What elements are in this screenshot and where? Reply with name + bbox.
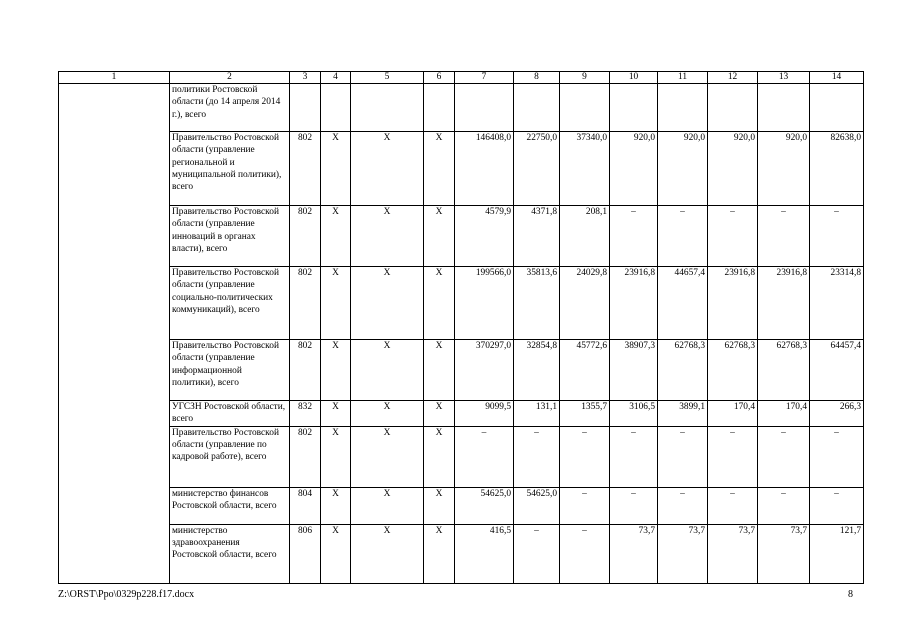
cell [351, 84, 424, 132]
cell: X [424, 206, 455, 267]
table-row [59, 84, 864, 132]
cell: 4371,8 [514, 206, 560, 267]
column-number-row [59, 72, 864, 84]
cell: X [424, 524, 455, 583]
cell: 802 [290, 426, 321, 487]
cell: – [610, 426, 658, 487]
cell: – [708, 487, 758, 524]
cell [560, 84, 610, 132]
cell: – [514, 426, 560, 487]
cell [514, 84, 560, 132]
cell: 802 [290, 340, 321, 401]
cell: 802 [290, 206, 321, 267]
cell: X [321, 340, 351, 401]
cell: 54625,0 [514, 487, 560, 524]
column-number: 1 [59, 72, 170, 84]
table-row [59, 340, 864, 401]
cell: 22750,0 [514, 132, 560, 206]
cell: X [351, 267, 424, 340]
cell: 38907,3 [610, 340, 658, 401]
column-number: 12 [708, 72, 758, 84]
cell: 23916,8 [610, 267, 658, 340]
row-name: политики Ростовской области (до 14 апреля 2014 г.), всего [170, 84, 290, 132]
cell: 23916,8 [708, 267, 758, 340]
cell: 3899,1 [658, 401, 708, 427]
cell: 208,1 [560, 206, 610, 267]
row-name: Правительство Ростовской области (управление социально-политических коммуникаций), всего [170, 267, 290, 340]
cell: X [424, 340, 455, 401]
cell: 146408,0 [455, 132, 514, 206]
cell [708, 84, 758, 132]
cell: 73,7 [610, 524, 658, 583]
row-name: Правительство Ростовской области (управление инноваций в органах власти), всего [170, 206, 290, 267]
cell: 9099,5 [455, 401, 514, 427]
cell: 73,7 [708, 524, 758, 583]
cell: 170,4 [708, 401, 758, 427]
cell: 54625,0 [455, 487, 514, 524]
cell: 32854,8 [514, 340, 560, 401]
cell: 62768,3 [708, 340, 758, 401]
cell: X [351, 340, 424, 401]
cell: X [424, 426, 455, 487]
row-name: Правительство Ростовской области (управление региональной и муниципальной политики), всего [170, 132, 290, 206]
cell: 920,0 [610, 132, 658, 206]
cell: 806 [290, 524, 321, 583]
cell: – [455, 426, 514, 487]
cell: 804 [290, 487, 321, 524]
row-name: Правительство Ростовской области (управление информационной политики), всего [170, 340, 290, 401]
cell: X [321, 487, 351, 524]
cell [455, 84, 514, 132]
column-number: 6 [424, 72, 455, 84]
cell: 802 [290, 132, 321, 206]
cell: X [321, 206, 351, 267]
cell: 920,0 [658, 132, 708, 206]
cell: X [321, 132, 351, 206]
table-row [59, 524, 864, 583]
column-number: 5 [351, 72, 424, 84]
cell [290, 84, 321, 132]
cell: X [321, 426, 351, 487]
cell: 170,4 [758, 401, 810, 427]
cell: 1355,7 [560, 401, 610, 427]
table-row [59, 401, 864, 427]
cell: X [321, 401, 351, 427]
cell: 416,5 [455, 524, 514, 583]
table-row [59, 487, 864, 524]
cell: 35813,6 [514, 267, 560, 340]
column-number: 14 [810, 72, 864, 84]
cell: X [351, 401, 424, 427]
cell: X [321, 267, 351, 340]
cell: – [708, 206, 758, 267]
cell: X [424, 132, 455, 206]
cell: 3106,5 [610, 401, 658, 427]
column-number: 4 [321, 72, 351, 84]
cell: X [424, 267, 455, 340]
cell: 73,7 [758, 524, 810, 583]
table-row [59, 267, 864, 340]
cell: 64457,4 [810, 340, 864, 401]
cell: 802 [290, 267, 321, 340]
cell: 370297,0 [455, 340, 514, 401]
cell: 920,0 [758, 132, 810, 206]
cell [321, 84, 351, 132]
budget-table [58, 71, 864, 584]
cell: – [560, 426, 610, 487]
table-row [59, 132, 864, 206]
cell: – [658, 426, 708, 487]
cell: 832 [290, 401, 321, 427]
cell: 45772,6 [560, 340, 610, 401]
column-number: 7 [455, 72, 514, 84]
cell: 44657,4 [658, 267, 708, 340]
cell [758, 84, 810, 132]
cell: 920,0 [708, 132, 758, 206]
cell: – [658, 487, 708, 524]
column-number: 2 [170, 72, 290, 84]
column-number: 10 [610, 72, 658, 84]
column-number: 3 [290, 72, 321, 84]
cell: X [424, 401, 455, 427]
cell: 23916,8 [758, 267, 810, 340]
row-name: министерство здравоохранения Ростовской области, всего [170, 524, 290, 583]
cell: – [514, 524, 560, 583]
cell: X [351, 524, 424, 583]
document-path: Z:\ORST\Ppo\0329p228.f17.docx [58, 589, 195, 600]
cell: – [708, 426, 758, 487]
cell: 266,3 [810, 401, 864, 427]
cell: 37340,0 [560, 132, 610, 206]
cell: 24029,8 [560, 267, 610, 340]
cell: 131,1 [514, 401, 560, 427]
cell [658, 84, 708, 132]
cell: – [610, 487, 658, 524]
cell: X [424, 487, 455, 524]
cell: 82638,0 [810, 132, 864, 206]
column-number: 11 [658, 72, 708, 84]
cell: X [351, 487, 424, 524]
cell: – [560, 487, 610, 524]
cell [424, 84, 455, 132]
cell: X [351, 206, 424, 267]
cell: 199566,0 [455, 267, 514, 340]
cell: 23314,8 [810, 267, 864, 340]
cell: 62768,3 [658, 340, 708, 401]
cell: X [321, 524, 351, 583]
row-name: УГСЗН Ростовской области, всего [170, 401, 290, 427]
cell: – [758, 487, 810, 524]
cell: – [810, 487, 864, 524]
cell: 121,7 [810, 524, 864, 583]
cell: – [560, 524, 610, 583]
cell: – [610, 206, 658, 267]
cell: – [758, 426, 810, 487]
cell: 62768,3 [758, 340, 810, 401]
merged-empty-cell [59, 84, 170, 584]
cell: 4579,9 [455, 206, 514, 267]
table-row [59, 206, 864, 267]
cell [810, 84, 864, 132]
cell: X [351, 132, 424, 206]
column-number: 13 [758, 72, 810, 84]
row-name: Правительство Ростовской области (управление по кадровой работе), всего [170, 426, 290, 487]
cell: X [351, 426, 424, 487]
cell: – [810, 206, 864, 267]
cell [610, 84, 658, 132]
cell: – [810, 426, 864, 487]
table-row [59, 426, 864, 487]
column-number: 8 [514, 72, 560, 84]
cell: – [758, 206, 810, 267]
cell: 73,7 [658, 524, 708, 583]
row-name: министерство финансов Ростовской области, всего [170, 487, 290, 524]
page-number: 8 [848, 589, 853, 600]
column-number: 9 [560, 72, 610, 84]
cell: – [658, 206, 708, 267]
